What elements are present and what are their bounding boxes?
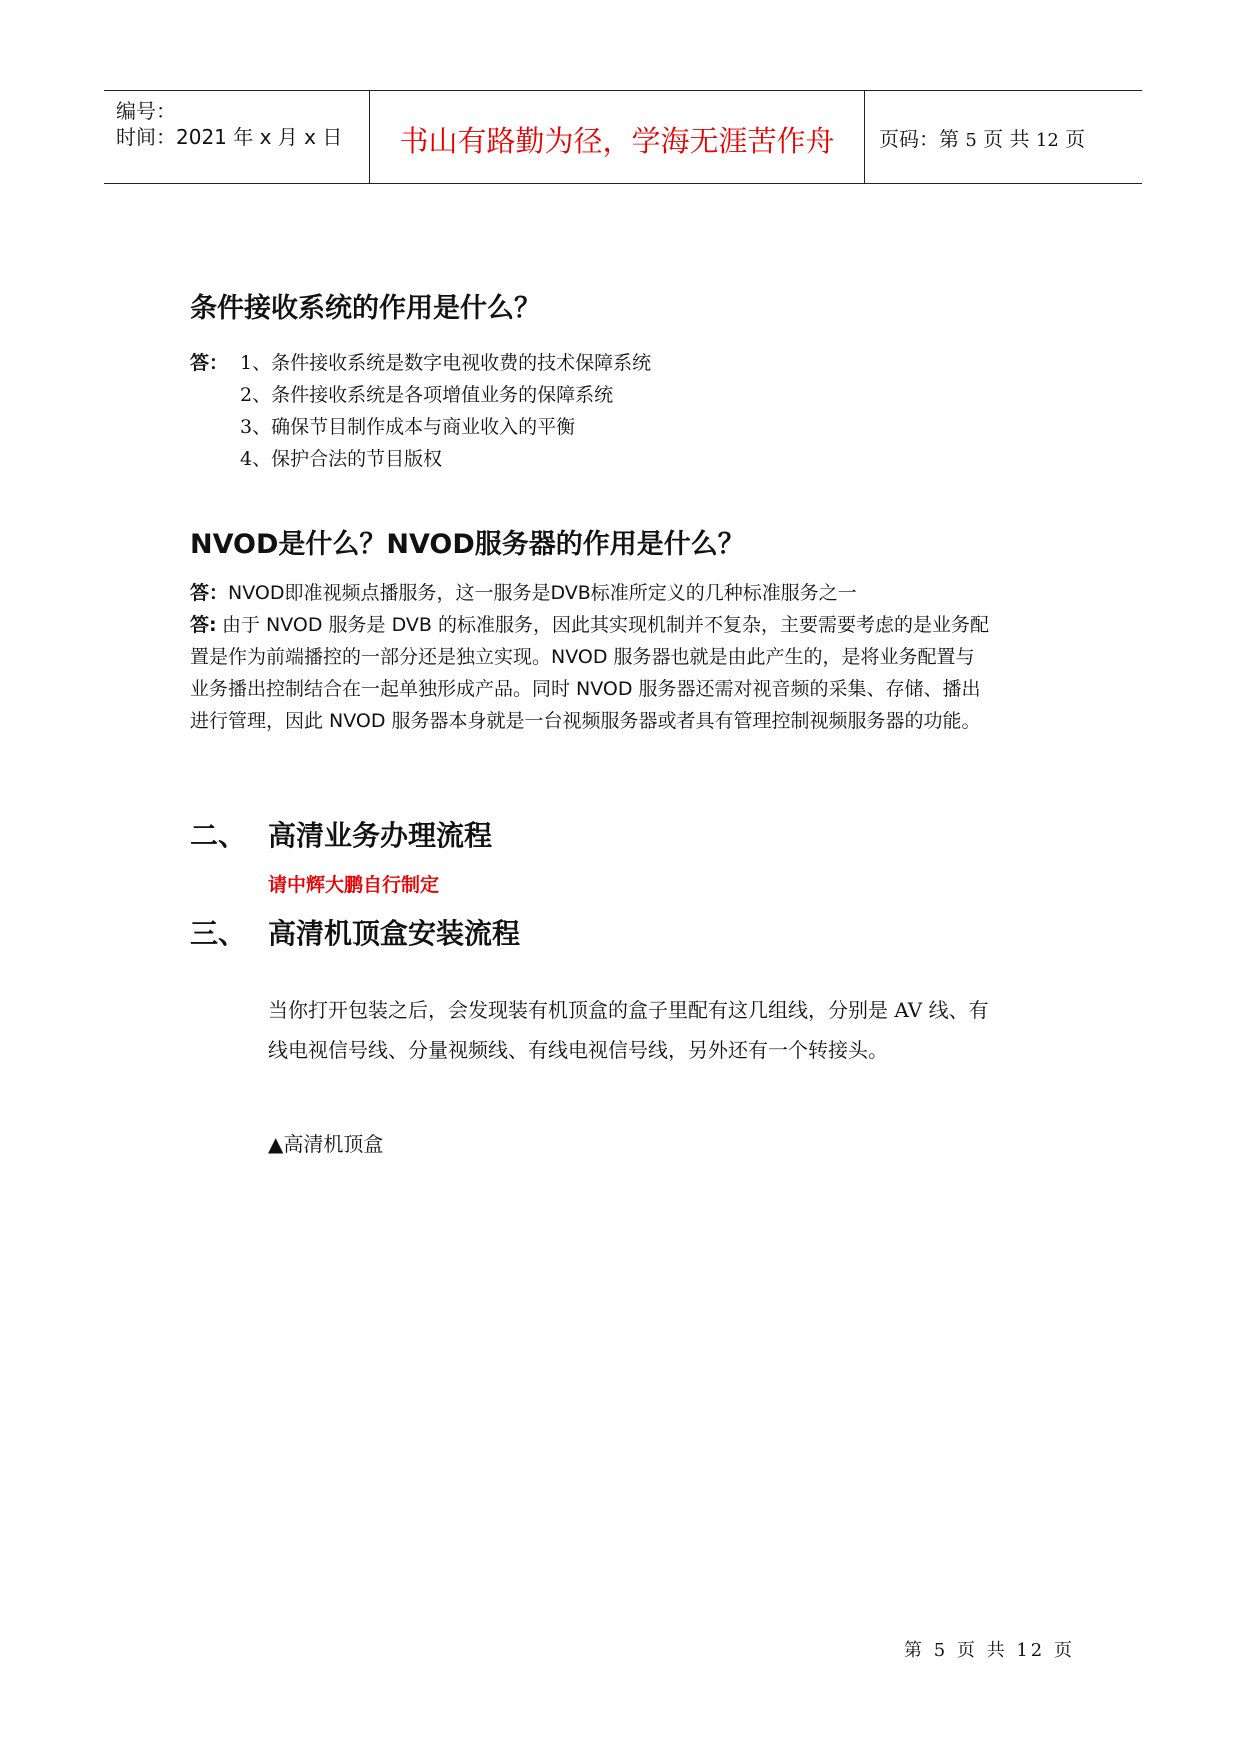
motto: 书山有路勤为径，学海无涯苦作舟 — [399, 124, 835, 158]
answer-line: 进行管理，因此 NVOD 服务器本身就是一台视频服务器或者具有管理控制视频服务器的功能。 — [190, 710, 981, 732]
answer-line: 置是作为前端播控的一部分还是独立实现。NVOD 服务器也就是由此产生的，是将业务配置与 — [190, 646, 975, 668]
header-motto-cell — [369, 91, 865, 183]
section-2-title: 高清业务办理流程 — [268, 819, 493, 852]
answer-1 — [190, 578, 857, 605]
section-2-note: 请中辉大鹏自行制定 — [268, 874, 440, 896]
answer-label: 答： — [190, 582, 229, 604]
section-3-line: 线电视信号线、分量视频线、有线电视信号线，另外还有一个转接头。 — [268, 1038, 888, 1062]
page-indicator — [879, 123, 1085, 152]
section-3-title: 高清机顶盒安装流程 — [268, 917, 521, 950]
header-page-cell — [865, 91, 1142, 183]
page-footer: 第 5 页 共 12 页 — [904, 1640, 1075, 1661]
section-3-line: 当你打开包装之后，会发现装有机顶盒的盒子里配有这几组线，分别是 AV 线、有 — [268, 998, 989, 1022]
question-2-title: NVOD是什么？NVOD服务器的作用是什么？ — [190, 529, 745, 560]
page-total: 12 — [1035, 130, 1059, 151]
answer-item: 4、保护合法的节目版权 — [240, 448, 443, 470]
page-header — [104, 90, 1142, 184]
header-info-cell — [104, 91, 369, 183]
answer-line: 业务播出控制结合在一起单独形成产品。同时 NVOD 服务器还需对视音频的采集、存储、播出 — [190, 678, 981, 700]
answer-item: 3、确保节目制作成本与商业收入的平衡 — [240, 416, 576, 438]
answer-label: 答： — [190, 352, 229, 374]
section-2-number: 二、 — [190, 819, 247, 852]
answer-label: 答: — [190, 614, 217, 636]
time-label: 时间：2021 年 x 月 x 日 — [116, 125, 343, 149]
page-suffix: 页 — [1065, 127, 1086, 151]
page-number: 5 — [965, 130, 977, 151]
page-prefix: 页码：第 — [879, 127, 959, 151]
answer-text: NVOD即准视频点播服务，这一服务是DVB标准所定义的几种标准服务之一 — [228, 582, 857, 604]
answer-item: 2、条件接收系统是各项增值业务的保障系统 — [240, 384, 614, 406]
section-3-number: 三、 — [190, 917, 247, 950]
serial-label: 编号： — [116, 99, 176, 123]
question-1-title: 条件接收系统的作用是什么？ — [190, 293, 541, 324]
image-caption: ▲高清机顶盒 — [268, 1132, 384, 1156]
page-mid: 页 共 — [983, 127, 1030, 151]
answer-line: 由于 NVOD 服务是 DVB 的标准服务，因此其实现机制并不复杂，主要需要考虑的是业务配 — [222, 614, 989, 636]
answer-item: 1、条件接收系统是数字电视收费的技术保障系统 — [240, 352, 652, 374]
